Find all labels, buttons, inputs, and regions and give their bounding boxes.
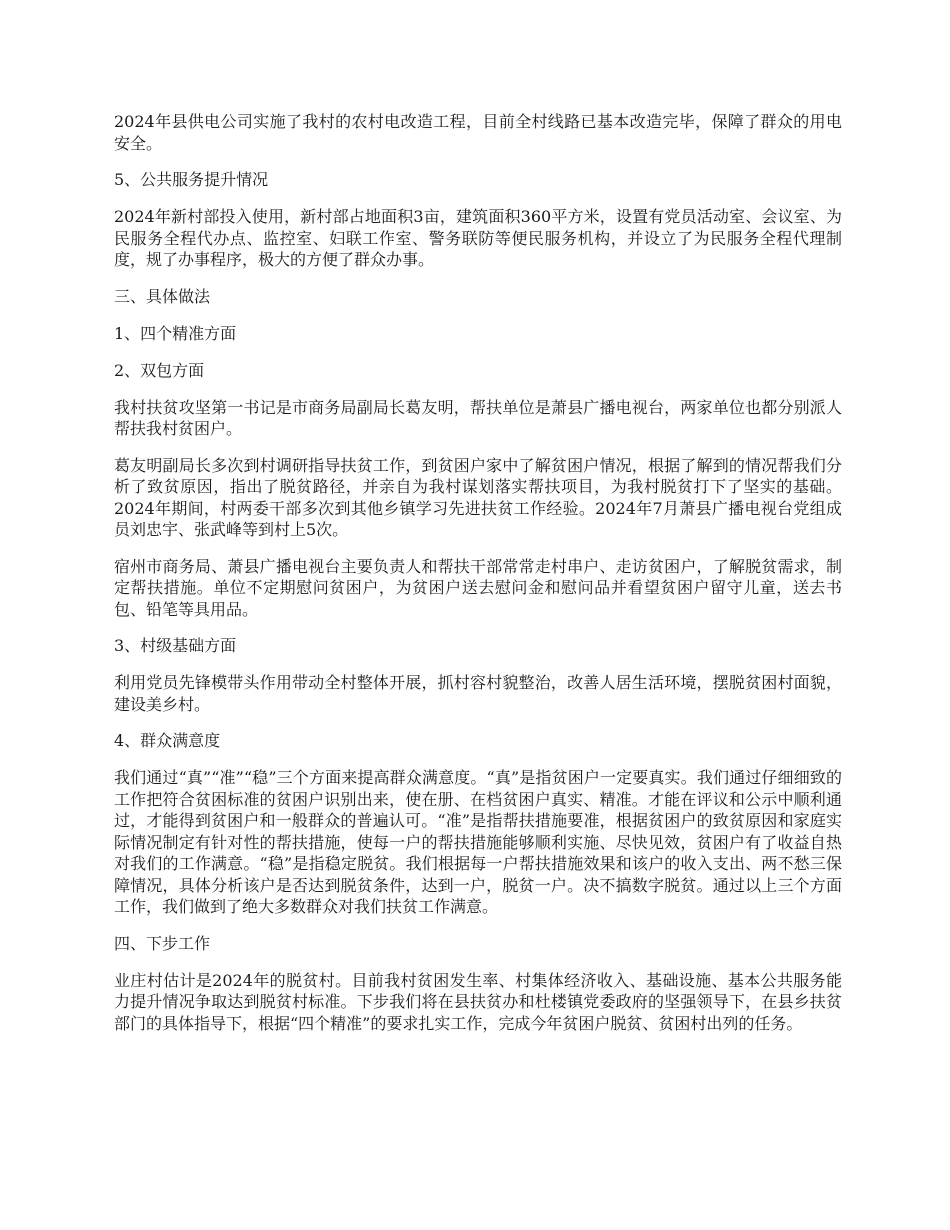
heading-four-precision: 1、四个精准方面 bbox=[114, 323, 237, 343]
heading-next-steps: 四、下步工作 bbox=[114, 933, 211, 953]
paragraph-first-secretary: 我村扶贫攻坚第一书记是市商务局副局长葛友明，帮扶单位是萧县广播电视台，两家单位也都分别派人帮扶我村贫困户。 bbox=[114, 397, 842, 438]
paragraph-visits: 宿州市商务局、萧县广播电视台主要负责人和帮扶干部常常走村串户、走访贫困户，了解脱贫需求，制定帮扶措施。单位不定期慰问贫困户，为贫困户送去慰问金和慰问品并看望贫困户留守儿童，送去书包、铅笔等具用品。 bbox=[114, 556, 842, 619]
paragraph-satisfaction: 我们通过“真”“准”“稳”三个方面来提高群众满意度。“真”是指贫困户一定要真实。我们通过仔细细致的工作把符合贫困标准的贫困户识别出来，使在册、在档贫困户真实、精准。才能在评议和公示中顺利通过，才能得到贫困户和一般群众的普遍认可。“准”是指帮扶措施要准，根据贫困户的致贫原因和家庭实际情况制定有针对性的帮扶措施，使每一户的帮扶措施能够顺利实施、尽快见效，贫困户有了收益自热对我们的工作满意。“稳”是指稳定脱贫。我们根据每一户帮扶措施效果和该户的收入支出、两不愁三保障情况，具体分析该户是否达到脱贫条件，达到一户，脱贫一户。决不搞数字脱贫。通过以上三个方面工作，我们做到了绝大多数群众对我们扶贫工作满意。 bbox=[114, 768, 842, 916]
paragraph-village-office: 2024年新村部投入使用，新村部占地面积3亩，建筑面积360平方米，设置有党员活动室、会议室、为民服务全程代办点、监控室、妇联工作室、警务联防等便民服务机构，并设立了为民服务全程代理制度，规了办事程序，极大的方便了群众办事。 bbox=[114, 207, 842, 269]
heading-satisfaction: 4、群众满意度 bbox=[114, 731, 221, 750]
paragraph-next-steps: 业庄村估计是2024年的脱贫村。目前我村贫困发生率、村集体经济收入、基础设施、基本公共服务能力提升情况争取达到脱贫村标准。下步我们将在县扶贫办和杜楼镇党委政府的坚强领导下，在县乡扶贫部门的具体指导下，根据“四个精准”的要求扎实工作，完成今年贫困户脱贫、贫困村出列的任务。 bbox=[114, 970, 842, 1033]
paragraph-power-grid: 2024年县供电公司实施了我村的农村电改造工程，目前全村线路已基本改造完毕，保障了群众的用电安全。 bbox=[114, 112, 842, 153]
paragraph-deputy-director: 葛友明副局长多次到村调研指导扶贫工作，到贫困户家中了解贫困户情况，根据了解到的情况帮我们分析了致贫原因，指出了脱贫路径，并亲自为我村谋划落实帮扶项目，为我村脱贫打下了坚实的基础。2024年期间，村两委干部多次到其他乡镇学习先进扶贫工作经验。2024年7月萧县广播电视台党组成员刘忠宇、张武峰等到村上5次。 bbox=[114, 455, 842, 539]
paragraph-party-members: 利用党员先锋模带头作用带动全村整体开展，抓村容村貌整治，改善人居生活环境，摆脱贫困村面貌，建设美乡村。 bbox=[114, 673, 842, 714]
heading-double-assistance: 2、双包方面 bbox=[114, 360, 205, 380]
heading-specific-methods: 三、具体做法 bbox=[114, 286, 211, 306]
heading-public-service: 5、公共服务提升情况 bbox=[114, 170, 269, 189]
heading-village-infrastructure: 3、村级基础方面 bbox=[114, 636, 237, 655]
document-page bbox=[114, 111, 842, 1049]
